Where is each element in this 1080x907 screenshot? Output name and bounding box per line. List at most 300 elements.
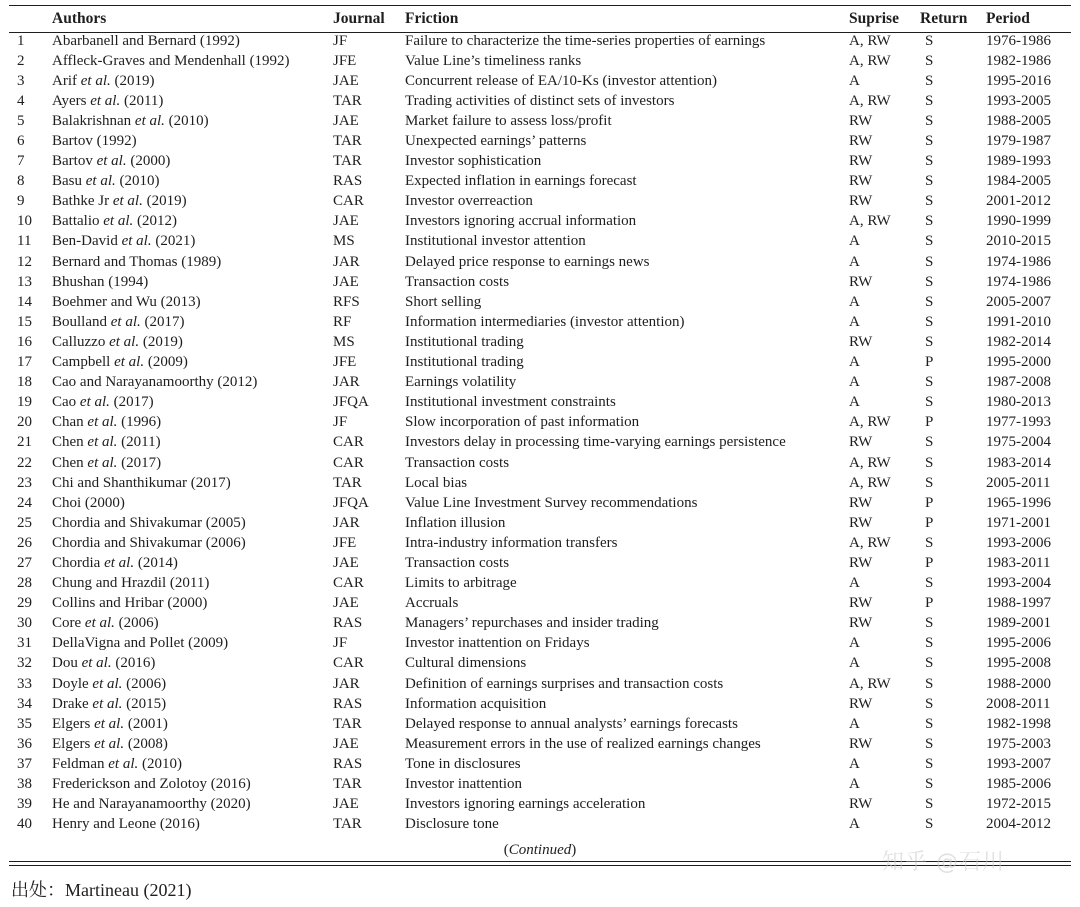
table-row <box>9 714 1071 734</box>
author-etal: et al. <box>104 554 135 571</box>
cell-period: 1995-2006 <box>986 635 1051 652</box>
table-row <box>9 694 1071 714</box>
cell-return: S <box>925 333 934 350</box>
cell-surprise: A <box>849 72 860 89</box>
cell-journal: CAR <box>333 575 364 592</box>
author-text: (2006) <box>114 615 159 632</box>
cell-friction: Accruals <box>405 595 459 612</box>
author-text: (2008) <box>124 735 168 752</box>
continued-open-paren: ( <box>503 842 509 858</box>
cell-return: S <box>925 213 934 230</box>
cell-period: 1988-2000 <box>986 675 1051 692</box>
cell-journal: CAR <box>333 193 364 210</box>
cell-period: 1988-2005 <box>986 112 1051 129</box>
cell-return: S <box>925 293 934 310</box>
cell-return: P <box>925 354 934 371</box>
table-row <box>9 453 1071 473</box>
author-text: Chung and Hrazdil (2011) <box>52 575 210 592</box>
cell-number: 21 <box>17 434 32 451</box>
cell-return: S <box>925 313 934 330</box>
table-row <box>9 31 1071 51</box>
cell-authors <box>52 795 333 815</box>
cell-return: S <box>925 394 934 411</box>
cell-number: 12 <box>17 253 32 270</box>
author-text: (2019) <box>139 333 183 350</box>
cell-journal: JFQA <box>333 494 369 511</box>
cell-friction: Investors ignoring earnings acceleration <box>405 796 646 813</box>
cell-return: S <box>925 615 934 632</box>
cell-authors <box>52 513 333 533</box>
cell-surprise: A <box>849 776 860 793</box>
author-etal: et al. <box>134 112 165 129</box>
cell-number: 18 <box>17 374 32 391</box>
table-row <box>9 353 1071 373</box>
cell-return: S <box>925 755 934 772</box>
cell-period: 1982-1998 <box>986 715 1051 732</box>
cell-authors <box>52 815 333 835</box>
author-text: (2016) <box>111 655 156 672</box>
cell-authors <box>52 91 333 111</box>
cell-return: P <box>925 554 934 571</box>
table-body <box>9 31 1071 835</box>
continued-close-paren: ) <box>571 842 577 858</box>
author-text: He and Narayanamoorthy (2020) <box>52 796 251 813</box>
cell-authors <box>52 533 333 553</box>
cell-authors <box>52 674 333 694</box>
cell-period: 1984-2005 <box>986 173 1051 190</box>
studies-table <box>9 7 1071 835</box>
col-header-authors: Authors <box>52 10 107 27</box>
author-text: Core <box>52 615 85 632</box>
cell-authors <box>52 353 333 373</box>
author-text: (2001) <box>124 715 168 732</box>
table-row <box>9 172 1071 192</box>
cell-return: P <box>925 414 934 431</box>
table-row <box>9 634 1071 654</box>
cell-number: 10 <box>17 213 32 230</box>
author-text: (2011) <box>120 92 164 109</box>
author-etal: et al. <box>79 394 110 411</box>
cell-number: 8 <box>17 173 25 190</box>
cell-number: 27 <box>17 554 32 571</box>
author-text: Chordia <box>52 554 105 571</box>
cell-friction: Limits to arbitrage <box>405 575 517 592</box>
cell-period: 1975-2004 <box>986 434 1051 451</box>
cell-journal: TAR <box>333 92 362 109</box>
cell-friction: Local bias <box>405 474 468 491</box>
author-etal: et al. <box>85 173 116 190</box>
cell-number: 29 <box>17 595 32 612</box>
author-text: Chan <box>52 414 88 431</box>
author-etal: et al. <box>94 715 125 732</box>
cell-surprise: RW <box>849 112 873 129</box>
author-text: Frederickson and Zolotoy (2016) <box>52 776 251 793</box>
cell-number: 5 <box>17 112 25 129</box>
table-row <box>9 152 1071 172</box>
cell-period: 1993-2005 <box>986 92 1051 109</box>
cell-return: P <box>925 494 934 511</box>
cell-period: 1983-2014 <box>986 454 1051 471</box>
author-text: Elgers <box>52 735 95 752</box>
cell-authors <box>52 373 333 393</box>
author-text: Chen <box>52 434 88 451</box>
author-text: Battalio <box>52 213 104 230</box>
author-text: (2010) <box>138 755 182 772</box>
cell-surprise: RW <box>849 796 873 813</box>
author-text: Bartov <box>52 153 97 170</box>
cell-number: 33 <box>17 675 32 692</box>
cell-period: 1993-2006 <box>986 534 1051 551</box>
author-text: Feldman <box>52 755 109 772</box>
col-header-number <box>9 7 52 31</box>
table-row <box>9 232 1071 252</box>
cell-number: 1 <box>17 32 25 49</box>
cell-surprise: RW <box>849 273 873 290</box>
author-text: (2010) <box>164 112 209 129</box>
cell-surprise: RW <box>849 173 873 190</box>
author-etal: et al. <box>81 655 112 672</box>
table-row <box>9 312 1071 332</box>
cell-return: S <box>925 635 934 652</box>
source-line <box>11 876 191 902</box>
author-text: Henry and Leone (2016) <box>52 816 200 833</box>
cell-period: 1995-2008 <box>986 655 1051 672</box>
cell-journal: JFE <box>333 354 357 371</box>
cell-surprise: A, RW <box>849 534 891 551</box>
col-header-friction: Friction <box>405 10 459 27</box>
cell-return: S <box>925 474 934 491</box>
author-text: Arif <box>52 72 81 89</box>
cell-period: 1987-2008 <box>986 374 1051 391</box>
cell-period: 1980-2013 <box>986 394 1051 411</box>
table-row <box>9 131 1071 151</box>
author-text: Elgers <box>52 715 95 732</box>
author-etal: et al. <box>80 72 111 89</box>
cell-return: S <box>925 92 934 109</box>
cell-surprise: A, RW <box>849 213 891 230</box>
cell-surprise: A, RW <box>849 32 891 49</box>
cell-period: 1991-2010 <box>986 313 1051 330</box>
cell-number: 26 <box>17 534 32 551</box>
cell-authors <box>52 634 333 654</box>
cell-authors <box>52 131 333 151</box>
table-row <box>9 674 1071 694</box>
author-text: (2010) <box>115 173 160 190</box>
cell-authors <box>52 734 333 754</box>
cell-return: S <box>925 233 934 250</box>
author-text: Doyle <box>52 675 93 692</box>
top-rule <box>9 5 1071 6</box>
table-row <box>9 493 1071 513</box>
cell-journal: CAR <box>333 454 364 471</box>
table-row <box>9 373 1071 393</box>
table-row <box>9 734 1071 754</box>
cell-number: 16 <box>17 333 32 350</box>
cell-return: S <box>925 715 934 732</box>
cell-authors <box>52 594 333 614</box>
author-text: Dou <box>52 655 82 672</box>
author-text: Chi and Shanthikumar (2017) <box>52 474 231 491</box>
table-row <box>9 91 1071 111</box>
cell-return: S <box>925 796 934 813</box>
cell-number: 13 <box>17 273 32 290</box>
cell-period: 2010-2015 <box>986 233 1051 250</box>
cell-surprise: RW <box>849 595 873 612</box>
cell-period: 1975-2003 <box>986 735 1051 752</box>
author-etal: et al. <box>103 213 134 230</box>
cell-return: S <box>925 374 934 391</box>
cell-surprise: A, RW <box>849 675 891 692</box>
author-etal: et al. <box>109 333 140 350</box>
author-text: Campbell <box>52 354 115 371</box>
cell-authors <box>52 714 333 734</box>
cell-journal: RAS <box>333 615 363 632</box>
cell-surprise: A <box>849 715 860 732</box>
author-text: Balakrishnan <box>52 112 135 129</box>
cell-journal: TAR <box>333 153 362 170</box>
author-text: Bernard and Thomas (1989) <box>52 253 222 270</box>
cell-return: S <box>925 675 934 692</box>
cell-authors <box>52 694 333 714</box>
cell-journal: RAS <box>333 695 363 712</box>
cell-number: 28 <box>17 575 32 592</box>
cell-authors <box>52 71 333 91</box>
cell-surprise: A <box>849 394 860 411</box>
author-text: (2009) <box>144 354 188 371</box>
cell-journal: JAR <box>333 514 360 531</box>
cell-period: 1990-1999 <box>986 213 1051 230</box>
cell-return: S <box>925 72 934 89</box>
cell-friction: Market failure to assess loss/profit <box>405 112 612 129</box>
cell-friction: Failure to characterize the time-series properties of earnings <box>405 32 766 49</box>
author-text: Boulland <box>52 313 111 330</box>
cell-return: S <box>925 575 934 592</box>
cell-surprise: RW <box>849 153 873 170</box>
author-text: (2017) <box>140 313 185 330</box>
cell-number: 19 <box>17 394 32 411</box>
cell-authors <box>52 453 333 473</box>
author-etal: et al. <box>87 434 118 451</box>
cell-number: 39 <box>17 796 32 813</box>
author-etal: et al. <box>114 354 145 371</box>
cell-return: S <box>925 273 934 290</box>
cell-journal: JAE <box>333 796 359 813</box>
table-row <box>9 413 1071 433</box>
cell-number: 7 <box>17 153 25 170</box>
cell-period: 1993-2004 <box>986 575 1051 592</box>
table-row <box>9 212 1071 232</box>
table-row <box>9 614 1071 634</box>
cell-journal: JAR <box>333 374 360 391</box>
cell-period: 1977-1993 <box>986 414 1051 431</box>
cell-friction: Institutional trading <box>405 354 524 371</box>
author-text: Affleck-Graves and Mendenhall (1992) <box>52 52 290 69</box>
cell-friction: Inflation illusion <box>405 514 506 531</box>
table-row <box>9 71 1071 91</box>
cell-period: 2001-2012 <box>986 193 1051 210</box>
col-header-period: Period <box>986 10 1030 27</box>
cell-journal: JAE <box>333 72 359 89</box>
cell-number: 4 <box>17 92 25 109</box>
table-row <box>9 433 1071 453</box>
cell-surprise: A <box>849 374 860 391</box>
cell-friction: Trading activities of distinct sets of investors <box>405 92 675 109</box>
cell-surprise: RW <box>849 554 873 571</box>
table-row <box>9 815 1071 835</box>
author-text: (2015) <box>122 695 167 712</box>
cell-surprise: RW <box>849 193 873 210</box>
table-row <box>9 754 1071 774</box>
cell-friction: Earnings volatility <box>405 374 517 391</box>
cell-surprise: A <box>849 816 860 833</box>
cell-journal: JF <box>333 635 348 652</box>
table-row <box>9 574 1071 594</box>
cell-return: S <box>925 655 934 672</box>
author-etal: et al. <box>92 675 123 692</box>
cell-friction: Unexpected earnings’ patterns <box>405 133 587 150</box>
cell-period: 1974-1986 <box>986 253 1051 270</box>
author-text: Chordia and Shivakumar (2006) <box>52 534 246 551</box>
cell-friction: Slow incorporation of past information <box>405 414 640 431</box>
cell-number: 22 <box>17 454 32 471</box>
author-text: Abarbanell and Bernard (1992) <box>52 32 240 49</box>
cell-journal: JAE <box>333 273 359 290</box>
cell-number: 17 <box>17 354 32 371</box>
cell-surprise: RW <box>849 133 873 150</box>
cell-friction: Delayed price response to earnings news <box>405 253 650 270</box>
cell-period: 1983-2011 <box>986 554 1051 571</box>
watermark: 知乎 @石川 <box>882 850 1005 875</box>
cell-period: 1979-1987 <box>986 133 1051 150</box>
col-header-return: Return <box>920 10 968 27</box>
cell-authors <box>52 433 333 453</box>
author-etal: et al. <box>94 735 125 752</box>
source-text: Martineau (2021) <box>65 880 192 900</box>
author-text: (2019) <box>142 193 187 210</box>
cell-authors <box>52 292 333 312</box>
author-text: Chen <box>52 454 88 471</box>
cell-friction: Transaction costs <box>405 554 510 571</box>
cell-authors <box>52 413 333 433</box>
cell-journal: RAS <box>333 173 363 190</box>
author-text: Chordia and Shivakumar (2005) <box>52 514 246 531</box>
cell-journal: JAR <box>333 253 360 270</box>
cell-number: 31 <box>17 635 32 652</box>
table-row <box>9 272 1071 292</box>
cell-return: S <box>925 173 934 190</box>
author-text: (2006) <box>122 675 167 692</box>
cell-journal: JFQA <box>333 394 369 411</box>
cell-surprise: RW <box>849 695 873 712</box>
cell-journal: RFS <box>333 293 360 310</box>
cell-surprise: RW <box>849 333 873 350</box>
author-text: (2014) <box>134 554 178 571</box>
cell-authors <box>52 152 333 172</box>
cell-friction: Short selling <box>405 293 482 310</box>
cell-friction: Information intermediaries (investor attention) <box>405 313 685 330</box>
author-text: Basu <box>52 173 86 190</box>
cell-return: S <box>925 32 934 49</box>
cell-friction: Cultural dimensions <box>405 655 527 672</box>
cell-surprise: A, RW <box>849 474 891 491</box>
cell-period: 1976-1986 <box>986 32 1051 49</box>
cell-journal: CAR <box>333 434 364 451</box>
cell-surprise: A <box>849 313 860 330</box>
author-etal: et al. <box>108 755 139 772</box>
cell-number: 20 <box>17 414 32 431</box>
cell-period: 1965-1996 <box>986 494 1051 511</box>
cell-journal: TAR <box>333 776 362 793</box>
cell-number: 15 <box>17 313 32 330</box>
cell-period: 1982-1986 <box>986 52 1051 69</box>
header-row <box>9 7 1071 31</box>
cell-surprise: A <box>849 354 860 371</box>
cell-period: 2005-2011 <box>986 474 1051 491</box>
table-row <box>9 332 1071 352</box>
cell-authors <box>52 31 333 51</box>
cell-surprise: RW <box>849 615 873 632</box>
cell-number: 34 <box>17 695 32 712</box>
cell-friction: Definition of earnings surprises and transaction costs <box>405 675 724 692</box>
cell-journal: JFE <box>333 52 357 69</box>
cell-friction: Institutional trading <box>405 333 524 350</box>
cell-number: 24 <box>17 494 32 511</box>
cell-authors <box>52 212 333 232</box>
author-text: (2000) <box>126 153 171 170</box>
cell-friction: Investor overreaction <box>405 193 533 210</box>
table-row <box>9 192 1071 212</box>
cell-authors <box>52 493 333 513</box>
cell-surprise: A, RW <box>849 454 891 471</box>
cell-authors <box>52 272 333 292</box>
cell-friction: Investor inattention on Fridays <box>405 635 590 652</box>
cell-friction: Disclosure tone <box>405 816 499 833</box>
author-text: Calluzzo <box>52 333 110 350</box>
cell-number: 35 <box>17 715 32 732</box>
cell-surprise: A <box>849 655 860 672</box>
cell-period: 1972-2015 <box>986 796 1051 813</box>
source-label: 出处： <box>11 880 65 901</box>
cell-journal: TAR <box>333 474 362 491</box>
cell-friction: Measurement errors in the use of realized earnings changes <box>405 735 761 752</box>
cell-period: 2008-2011 <box>986 695 1051 712</box>
cell-number: 30 <box>17 615 32 632</box>
cell-number: 14 <box>17 293 32 310</box>
cell-journal: JAR <box>333 675 360 692</box>
cell-period: 1971-2001 <box>986 514 1051 531</box>
cell-journal: RF <box>333 313 352 330</box>
cell-return: S <box>925 776 934 793</box>
cell-authors <box>52 232 333 252</box>
cell-number: 3 <box>17 72 25 89</box>
cell-surprise: A <box>849 293 860 310</box>
cell-journal: TAR <box>333 133 362 150</box>
cell-journal: TAR <box>333 816 362 833</box>
cell-authors <box>52 654 333 674</box>
cell-friction: Managers’ repurchases and insider trading <box>405 615 659 632</box>
author-etal: et al. <box>87 414 118 431</box>
author-text: Cao and Narayanamoorthy (2012) <box>52 374 258 391</box>
table-row <box>9 553 1071 573</box>
cell-return: S <box>925 52 934 69</box>
cell-surprise: RW <box>849 514 873 531</box>
author-text: (1996) <box>117 414 162 431</box>
cell-period: 1974-1986 <box>986 273 1051 290</box>
cell-authors <box>52 312 333 332</box>
cell-authors <box>52 473 333 493</box>
cell-return: S <box>925 434 934 451</box>
cell-surprise: A, RW <box>849 92 891 109</box>
